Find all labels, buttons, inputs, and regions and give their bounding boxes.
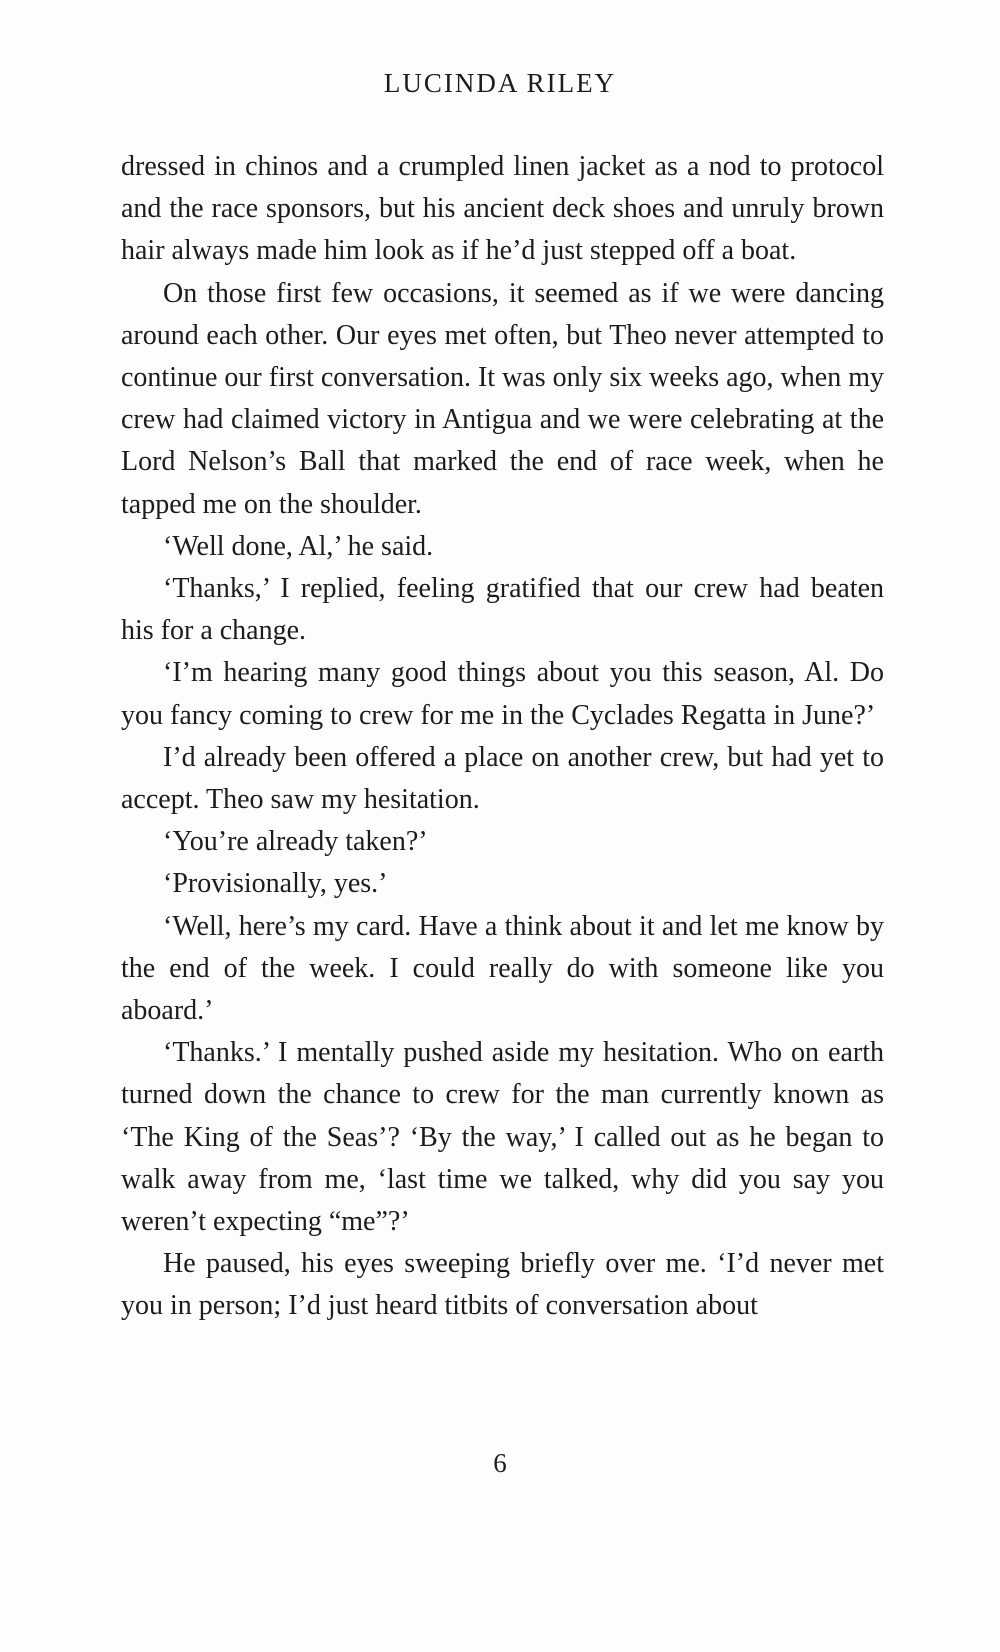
- body-text: [121, 146, 884, 1328]
- paragraph: He paused, his eyes sweeping briefly over me. ‘I’d never met you in person; I’d just heard titbits of conversation about: [121, 1248, 884, 1322]
- page-number: 6: [493, 1448, 507, 1478]
- paragraph: dressed in chinos and a crumpled linen jacket as a nod to protocol and the race sponsors, but his ancient deck shoes and unruly brown hair always made him look as if he’d just stepped off a boat.: [121, 151, 884, 267]
- paragraph: ‘Thanks.’ I mentally pushed aside my hesitation. Who on earth turned down the chance to crew for the man currently known as ‘The King of the Seas’? ‘By the way,’ I called out as he began to walk away from me, ‘last time we talked, why did you say you weren’t expecting “me”?’: [121, 1037, 884, 1238]
- running-head: LUCINDA RILEY: [383, 68, 617, 98]
- paragraph: On those first few occasions, it seemed as if we were dancing around each other. Our eyes met often, but Theo never attempted to continue our first conversation. It was only six weeks ago, when my crew had claimed victory in Antigua and we were celebrating at the Lord Nelson’s Ball that marked the end of race week, when he tapped me on the shoulder.: [121, 277, 884, 520]
- paragraph: I’d already been offered a place on another crew, but had yet to accept. Theo saw my hesitation.: [121, 741, 884, 816]
- paragraph: ‘I’m hearing many good things about you this season, Al. Do you fancy coming to crew for me in the Cyclades Regatta in June?’: [121, 657, 884, 731]
- paragraph: ‘Provisionally, yes.’: [163, 868, 388, 900]
- paragraph: ‘Well done, Al,’ he said.: [163, 530, 434, 562]
- paragraph: ‘Well, here’s my card. Have a think about it and let me know by the end of the week. I could really do with someone like you aboard.’: [121, 910, 884, 1027]
- paragraph: ‘You’re already taken?’: [163, 826, 428, 858]
- paragraph: ‘Thanks,’ I replied, feeling gratified that our crew had beaten his for a change.: [121, 573, 884, 647]
